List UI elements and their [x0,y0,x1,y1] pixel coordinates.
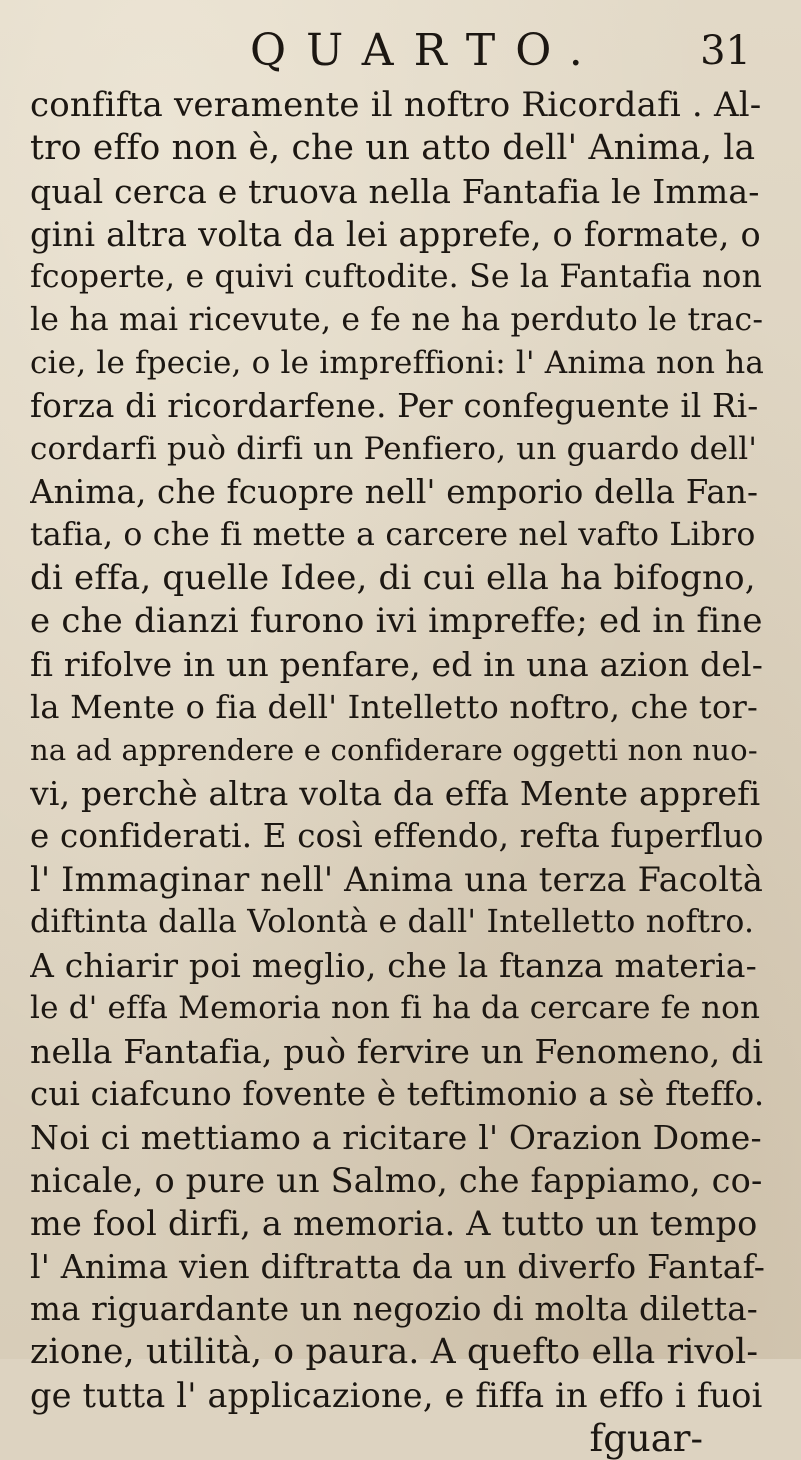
running-head: QUARTO. [250,25,603,76]
catchword: fguar- [589,1417,703,1460]
text-line: forza di ricordarfene. Per confeguente il Ri- [30,387,759,425]
text-line: le d' effa Memoria non fi ha da cercare fe non [30,990,761,1026]
text-line: cordarfi può dirfi un Penfiero, un guardo dell' [30,431,758,467]
text-line: di effa, quelle Idee, di cui ella ha bifogno, [30,558,756,598]
text-line: qual cerca e truova nella Fantafia le Imma- [30,172,760,211]
text-line: nicale, o pure un Salmo, che fappiamo, co- [30,1161,763,1200]
text-line: fcoperte, e quivi cuftodite. Se la Fantafia non [30,259,763,295]
page-number: 31 [700,28,751,74]
text-line: me fool dirfi, a memoria. A tutto un tempo [30,1204,758,1243]
body-text [30,84,771,1460]
text-line: e che dianzi furono ivi impreffe; ed in fine [30,601,763,641]
text-line: e confiderati. E così effendo, refta fuperfluo [30,817,764,855]
text-line: confifta veramente il noftro Ricordafi . Al- [30,85,762,125]
text-line: la Mente o fia dell' Intelletto noftro, che tor- [30,688,758,726]
text-line: ge tutta l' applicazione, e fiffa in effo i fuoi [30,1376,763,1415]
text-line: na ad apprendere e confiderare oggetti non nuo- [30,733,758,767]
text-line: l' Immaginar nell' Anima una terza Facoltà [30,860,764,899]
text-line: tro effo non è, che un atto dell' Anima, la [30,128,756,168]
text-line: A chiarir poi meglio, che la ftanza materia- [30,946,757,985]
text-line: Noi ci mettiamo a ricitare l' Orazion Dome- [30,1118,762,1157]
text-line: cui ciafcuno fovente è teftimonio a sè fteffo. [30,1075,765,1113]
text-line: Anima, che fcuopre nell' emporio della Fan- [30,473,759,511]
page-header [30,22,771,80]
text-line: cie, le fpecie, o le impreffioni: l' Anima non ha [30,345,765,381]
text-line: l' Anima vien diftratta da un diverfo Fantaf- [30,1247,766,1286]
text-line: le ha mai ricevute, e fe ne ha perduto le trac- [30,302,764,338]
text-line: tafia, o che fi mette a carcere nel vafto Libro [30,517,756,553]
text-line: ma riguardante un negozio di molta diletta- [30,1290,758,1328]
text-line: gini altra volta da lei apprefe, o formate, o [30,215,761,254]
text-line: diftinta dalla Volontà e dall' Intelletto noftro. [30,904,755,940]
text-line: nella Fantafia, può fervire un Fenomeno, di [30,1032,764,1071]
text-line: vi, perchè altra volta da effa Mente apprefi [30,774,761,813]
text-line: fi rifolve in un penfare, ed in una azion del- [30,645,764,684]
text-line: zione, utilità, o paura. A quefto ella rivol- [30,1332,759,1372]
